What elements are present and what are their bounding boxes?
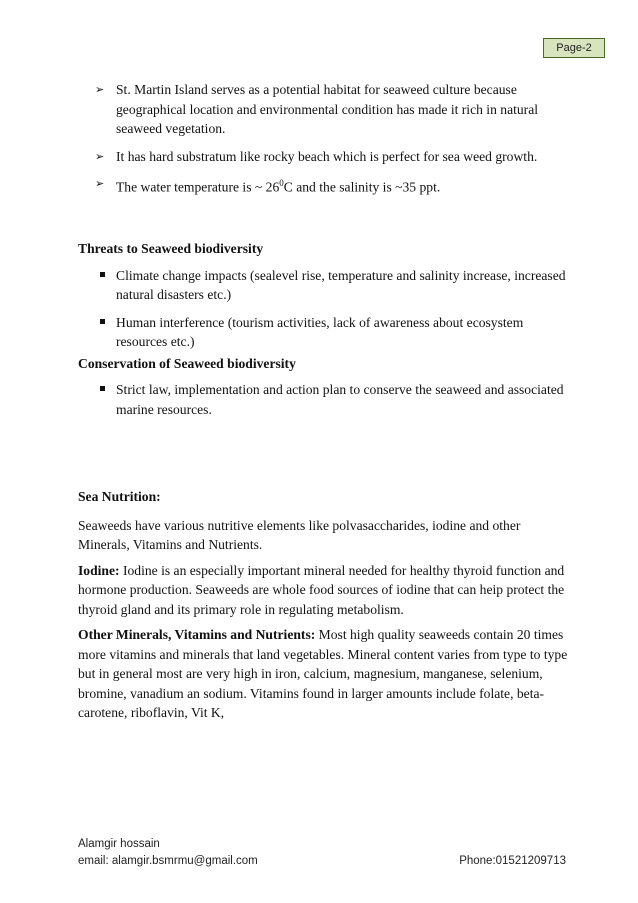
list-item — [78, 174, 573, 197]
list-item — [78, 313, 573, 352]
author-name: Alamgir hossain — [78, 838, 160, 850]
arrow-bullet-icon: ➢ — [95, 149, 105, 163]
list-item-text: St. Martin Island serves as a potential habitat for seaweed culture because geographical location and environmental condition has made it rich in natural seaweed vegetation. — [116, 82, 539, 136]
arrow-bullet-icon: ➢ — [95, 83, 105, 96]
author-email: email: alamgir.bsmrmu@gmail.com — [78, 855, 258, 867]
list-item-text: Strict law, implementation and action plan to conserve the seaweed and associated marine resources. — [116, 382, 564, 417]
island-bullet-list — [78, 80, 573, 197]
square-bullet-icon — [100, 319, 105, 324]
square-bullet-icon — [100, 272, 105, 277]
list-item — [78, 266, 573, 305]
page-footer — [78, 836, 566, 870]
iodine-text: Iodine is an especially important mineral needed for healthy thyroid function and hormone production. Seaweeds are whole food sources of iodine that can heip protect the thyroid gland and its primary role in regulating metabolism. — [78, 562, 565, 617]
list-item — [78, 147, 573, 167]
list-item-text: It has hard substratum like rocky beach which is perfect for sea weed growth. — [116, 148, 538, 164]
water-temp-prefix: The water temperature is ~ 26 — [116, 179, 280, 195]
minerals-paragraph — [78, 625, 573, 723]
water-temp-suffix: C and the salinity is ~35 ppt. — [283, 179, 441, 195]
iodine-paragraph — [78, 561, 573, 620]
degree-superscript: 0 — [279, 178, 284, 188]
page-content — [78, 80, 573, 729]
square-bullet-icon — [100, 386, 105, 391]
threats-heading: Threats to Seaweed biodiversity — [78, 241, 264, 257]
author-phone: Phone:01521209713 — [459, 855, 566, 867]
conservation-list — [78, 380, 573, 419]
list-item-text: Climate change impacts (sealevel rise, temperature and salinity increase, increased natural disasters etc.) — [116, 267, 566, 303]
list-item — [78, 380, 573, 419]
sea-nutrition-heading: Sea Nutrition: — [78, 489, 161, 505]
minerals-text: Most high quality seaweeds contain 20 times more vitamins and minerals that land vegetables. Mineral content varies from type to type but in general most are very high in iron, calcium, magnesium, manganese, selenium, bromine, vanadium an sodium. Vitamins found in larger amounts include folate, beta-carotene, riboflavin, Vit K, — [78, 627, 568, 721]
conservation-heading: Conservation of Seaweed biodiversity — [78, 355, 296, 371]
page-number-badge: Page-2 — [543, 38, 605, 58]
threats-list — [78, 266, 573, 352]
minerals-label: Other Minerals, Vitamins and Nutrients: — [78, 627, 316, 643]
list-item-text: Human interference (tourism activities, lack of awareness about ecosystem resources etc.) — [116, 314, 524, 350]
arrow-bullet-icon: ➢ — [95, 177, 105, 190]
list-item — [78, 80, 573, 139]
nutrition-intro: Seaweeds have various nutritive elements like polvasaccharides, iodine and other Minerals, Vitamins and Nutrients. — [78, 517, 521, 553]
iodine-label: Iodine: — [78, 562, 120, 578]
